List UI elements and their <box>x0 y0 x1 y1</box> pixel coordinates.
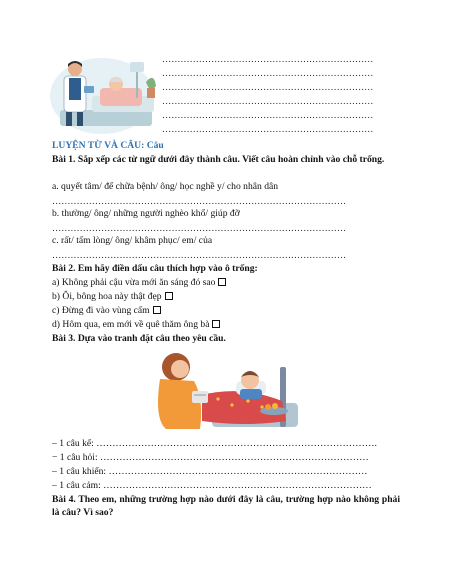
exercise-2-item <box>52 277 226 289</box>
answer-line[interactable]: …………………………………………………………………………………… <box>52 223 346 233</box>
exercise-1-item-b: b. thường/ ông/ những người nghèo khổ/ giúp đỡ <box>52 208 240 219</box>
mother-sick-child-illustration <box>152 347 302 433</box>
exercise-2-item <box>52 319 220 331</box>
exercise-2-item-text: d) Hôm qua, em mới về quê thăm ông bà <box>52 319 210 330</box>
exercise-2-item-text: a) Không phải cậu vừa mới ăn sáng đó sao <box>52 277 216 288</box>
exercise-3-prompt: Bài 3. Dựa vào tranh đặt câu theo yêu cầu. <box>52 333 226 344</box>
answer-line[interactable]: …………………………………………………………… <box>162 54 374 64</box>
exercise-3-line[interactable]: – 1 câu khiến: ……………………………………………………………………… <box>52 466 368 477</box>
exercise-1-prompt: Bài 1. Sắp xếp các từ ngữ dưới đây thành câu. Viết câu hoàn chỉnh vào chỗ trống. <box>52 154 385 165</box>
answer-line[interactable]: …………………………………………………………… <box>162 82 374 92</box>
doctor-patient-illustration <box>50 52 160 134</box>
exercise-2-item <box>52 291 173 303</box>
exercise-1-item-c: c. rất/ tấm lòng/ ông/ khâm phục/ em/ của <box>52 235 213 246</box>
answer-line[interactable]: …………………………………………………………………………………… <box>52 250 346 260</box>
exercise-2-item-text: c) Đừng đi vào vùng cấm <box>52 305 150 316</box>
exercise-3-line[interactable]: − 1 câu hỏi: ………………………………………………………………………… <box>52 452 369 463</box>
exercise-3-line[interactable]: – 1 câu kể: ……………………………………………………………………………. <box>52 438 377 449</box>
exercise-2-prompt: Bài 2. Em hãy điền dấu câu thích hợp vào ô trống: <box>52 263 258 274</box>
answer-line[interactable]: …………………………………………………………… <box>162 96 374 106</box>
answer-box[interactable] <box>153 306 161 314</box>
exercise-1-item-a: a. quyết tâm/ để chữa bệnh/ ông/ học nghề y/ cho nhân dân <box>52 181 279 192</box>
answer-line[interactable]: …………………………………………………………… <box>162 110 374 120</box>
answer-box[interactable] <box>165 292 173 300</box>
answer-box[interactable] <box>212 320 220 328</box>
exercise-4-prompt: Bài 4. Theo em, những trường hợp nào dưới đây là câu, trường hợp nào không phải là câu? Vì sao? <box>52 494 400 518</box>
answer-box[interactable] <box>218 278 226 286</box>
answer-line[interactable]: …………………………………………………………… <box>162 124 374 134</box>
answer-line[interactable]: …………………………………………………………………………………… <box>52 196 346 206</box>
exercise-2-item-text: b) Ôi, bông hoa này thật đẹp <box>52 291 162 302</box>
exercise-3-line[interactable]: – 1 câu cảm: ………………………………………………………………………… <box>52 480 372 491</box>
section-title: LUYỆN TỪ VÀ CÂU: Câu <box>52 140 164 151</box>
exercise-2-item <box>52 305 161 317</box>
answer-line[interactable]: …………………………………………………………… <box>162 68 374 78</box>
